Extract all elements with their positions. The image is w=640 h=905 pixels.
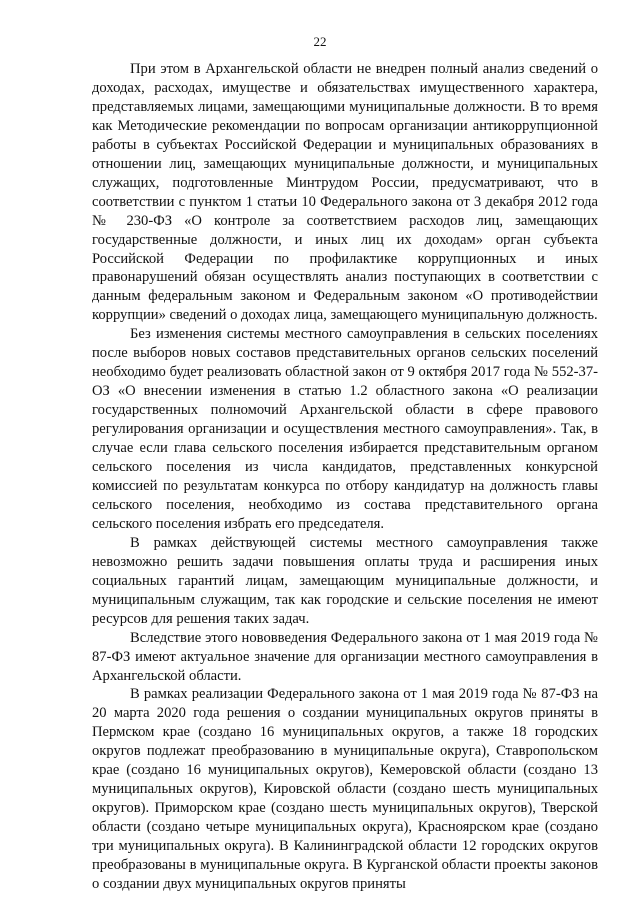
paragraph: Вследствие этого нововведения Федерального закона от 1 мая 2019 года № 87-ФЗ имеют актуальное значение для организации местного самоуправления в Архангельской области. xyxy=(92,629,598,684)
page-number: 22 xyxy=(313,34,327,49)
paragraph: Без изменения системы местного самоуправления в сельских поселениях после выборов новых составов представительных органов сельских поселений необходимо будет реализовать областной закон от 9 октября 2017 года № 552-37-ОЗ «О внесении изменения в статью 1.2 областного закона «О реализации государственных полномочий Архангельской области в сфере правового регулирования организации и осуществления местного самоуправления». Так, в случае если глава сельского поселения избирается представительным органом сельского поселения из числа кандидатов, представленных конкурсной комиссией по результатам конкурса по отбору кандидатур на должность главы сельского поселения, необходимо из состава представительного органа сельского поселения избрать его председателя. xyxy=(92,326,598,532)
paragraph: При этом в Архангельской области не внедрен полный анализ сведений о доходах, расходах, имуществе и обязательствах имущественного характера, представляемых лицами, замещающими муниципальные должности. В то время как Методические рекомендации по вопросам организации антикоррупционной работы в субъектах Российской Федерации и муниципальных образованиях в отношении лиц, замещающих муниципальные должности, и муниципальных служащих, подготовленные Минтрудом России, предусматривают, что в соответствии с пунктом 1 статьи 10 Федерального закона от 3 декабря 2012 года № 230-ФЗ «О контроле за соответствием расходов лиц, замещающих государственные должности, и иных лиц их доходам» орган субъекта Российской Федерации по профилактике коррупционных и иных правонарушений обязан осуществлять анализ поступающих в соответствии с данным федеральным законом и Федеральным законом «О противодействии коррупции» сведений о доходах лица, замещающего муниципальную должность. xyxy=(92,61,598,324)
paragraph: В рамках реализации Федерального закона от 1 мая 2019 года № 87-ФЗ на 20 марта 2020 года решения о создании муниципальных округов приняты в Пермском крае (создано 16 муниципальных округов, а также 18 городских округов подлежат преобразованию в муниципальные округа), Ставропольском крае (создано 16 муниципальных округов), Кемеровской области (создано 13 муниципальных округов), Кировской области (создано шесть муниципальных округов). Приморском крае (создано шесть муниципальных округов), Тверской области (создано четыре муниципальных округа), Красноярском крае (создано три муниципальных округа). В Калининградской области 12 городских округов преобразованы в муниципальные округа. В Курганской области проекты законов о создании двух муниципальных округов приняты xyxy=(92,686,598,892)
paragraph: В рамках действующей системы местного самоуправления также невозможно решить задачи повышения оплаты труда и расширения иных социальных гарантий лицам, замещающим муниципальные должности, и муниципальным служащим, так как городские и сельские поселения не имеют ресурсов для решения таких задач. xyxy=(92,534,598,627)
document-body xyxy=(92,60,598,894)
